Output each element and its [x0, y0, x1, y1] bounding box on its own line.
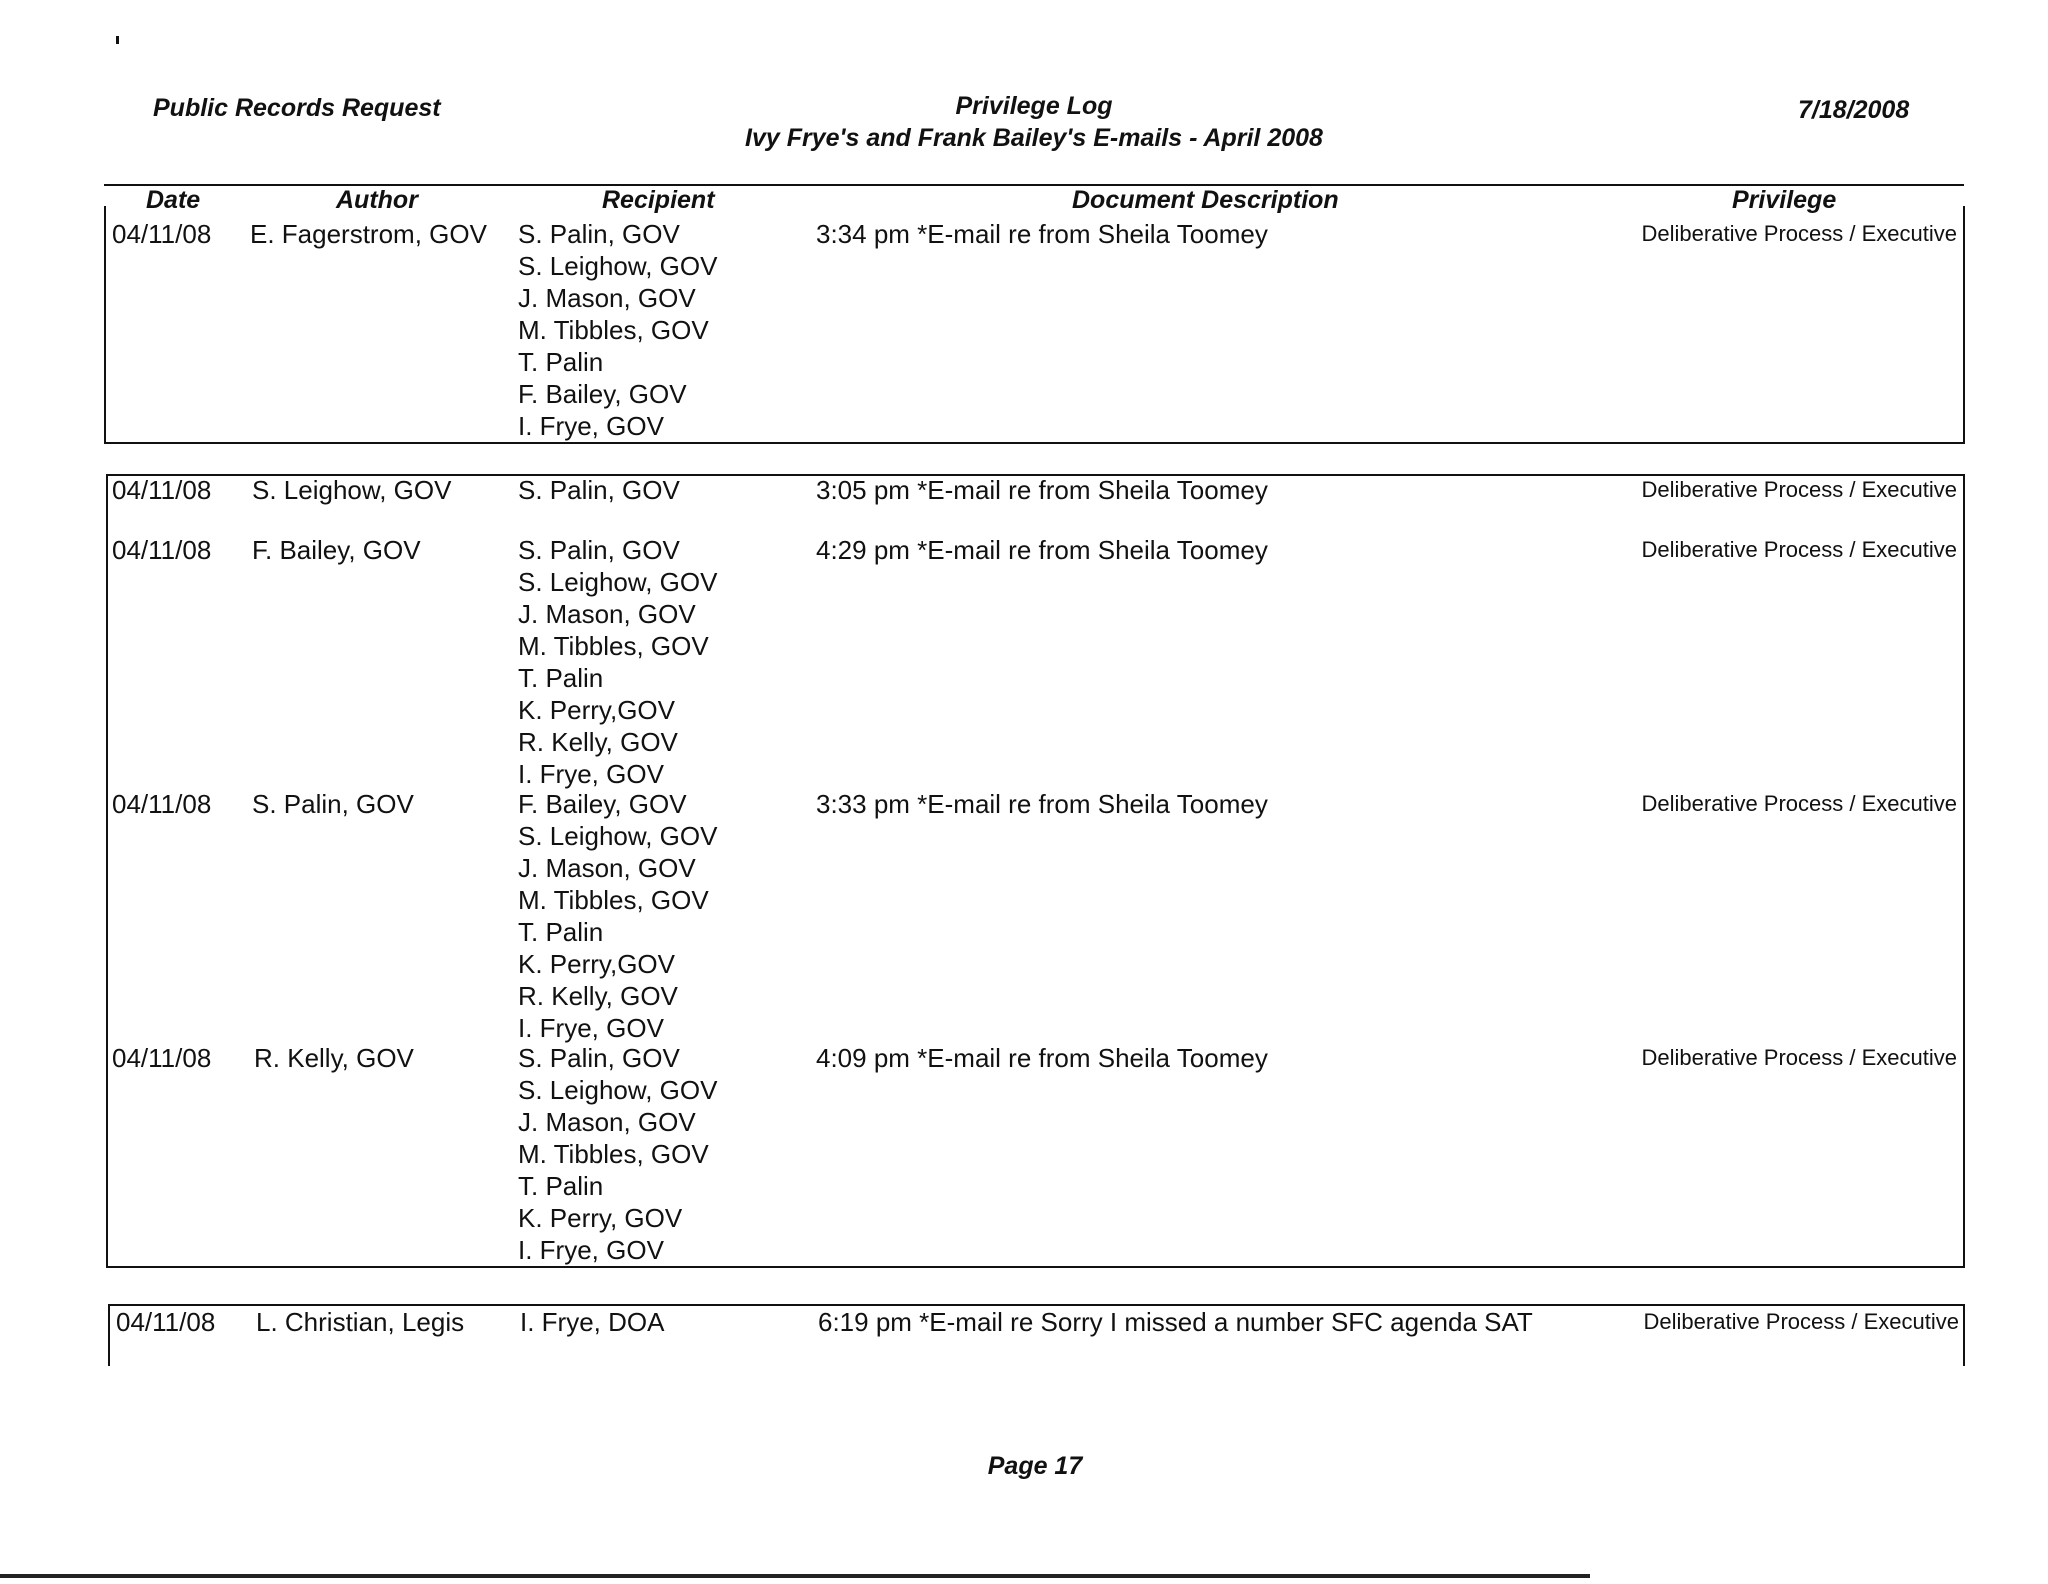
entry-privilege: Deliberative Process / Executive [1643, 1309, 1959, 1334]
recipient: S. Leighow, GOV [518, 821, 718, 851]
column-header-date: Date [146, 186, 201, 214]
recipient: F. Bailey, GOV [518, 789, 687, 819]
entry-group-box [106, 474, 1965, 1268]
entry-author: E. Fagerstrom, GOV [250, 219, 487, 249]
entry-date: 04/11/08 [112, 1043, 212, 1073]
entry-recipients [518, 218, 717, 442]
header-left-title: Public Records Request [153, 94, 441, 122]
entry-date: 04/11/08 [112, 475, 212, 505]
entry-privilege: Deliberative Process / Executive [1641, 477, 1957, 502]
column-header-recipient: Recipient [602, 186, 715, 214]
recipient: K. Perry, GOV [518, 1203, 683, 1233]
recipient: S. Palin, GOV [518, 219, 680, 249]
recipient: M. Tibbles, GOV [518, 885, 709, 915]
recipient: I. Frye, GOV [518, 1235, 664, 1265]
entry-date: 04/11/08 [112, 789, 212, 819]
entry-date: 04/11/08 [116, 1307, 216, 1337]
column-header-author: Author [336, 186, 418, 214]
entry-privilege: Deliberative Process / Executive [1641, 791, 1957, 816]
entry-description: 4:29 pm *E-mail re from Sheila Toomey [816, 535, 1268, 565]
entry-recipients [520, 1306, 664, 1338]
entry-recipients [518, 788, 717, 1044]
header-center-subtitle: Ivy Frye's and Frank Bailey's E-mails - April 2008 [745, 124, 1323, 152]
recipient: T. Palin [518, 663, 604, 693]
recipient: J. Mason, GOV [518, 283, 696, 313]
recipient: T. Palin [518, 917, 604, 947]
header-date: 7/18/2008 [1798, 96, 1910, 124]
recipient: I. Frye, GOV [518, 411, 664, 441]
recipient: J. Mason, GOV [518, 599, 696, 629]
recipient: S. Palin, GOV [518, 535, 680, 565]
recipient: M. Tibbles, GOV [518, 315, 709, 345]
entry-date: 04/11/08 [112, 219, 212, 249]
scan-mark [116, 36, 119, 44]
header-center-title: Privilege Log [955, 92, 1113, 120]
recipient: J. Mason, GOV [518, 1107, 696, 1137]
column-header-description: Document Description [1072, 186, 1339, 214]
recipient: J. Mason, GOV [518, 853, 696, 883]
entry-recipients [518, 474, 680, 506]
entry-description: 6:19 pm *E-mail re Sorry I missed a number SFC agenda SAT [818, 1307, 1533, 1337]
recipient: M. Tibbles, GOV [518, 1139, 709, 1169]
recipient: F. Bailey, GOV [518, 379, 687, 409]
recipient: S. Leighow, GOV [518, 251, 718, 281]
entry-recipients [518, 1042, 717, 1266]
recipient: I. Frye, GOV [518, 759, 664, 789]
recipient: K. Perry,GOV [518, 949, 675, 979]
entry-date: 04/11/08 [112, 535, 212, 565]
recipient: R. Kelly, GOV [518, 981, 678, 1011]
recipient: T. Palin [518, 347, 604, 377]
entry-privilege: Deliberative Process / Executive [1641, 537, 1957, 562]
entry-description: 4:09 pm *E-mail re from Sheila Toomey [816, 1043, 1268, 1073]
recipient: I. Frye, GOV [518, 1013, 664, 1043]
entry-author: S. Palin, GOV [252, 789, 414, 819]
entry-author: F. Bailey, GOV [252, 535, 421, 565]
entry-recipients [518, 534, 717, 790]
recipient: K. Perry,GOV [518, 695, 675, 725]
recipient: R. Kelly, GOV [518, 727, 678, 757]
entry-author: R. Kelly, GOV [254, 1043, 414, 1073]
recipient: S. Palin, GOV [518, 475, 680, 505]
recipient: M. Tibbles, GOV [518, 631, 709, 661]
recipient: T. Palin [518, 1171, 604, 1201]
entry-description: 3:33 pm *E-mail re from Sheila Toomey [816, 789, 1268, 819]
page-number: Page 17 [987, 1452, 1083, 1480]
recipient: S. Palin, GOV [518, 1043, 680, 1073]
entry-author: L. Christian, Legis [256, 1307, 465, 1337]
entry-privilege: Deliberative Process / Executive [1641, 1045, 1957, 1070]
column-header-privilege: Privilege [1732, 186, 1837, 214]
entry-author: S. Leighow, GOV [252, 475, 452, 505]
recipient: S. Leighow, GOV [518, 567, 718, 597]
entry-description: 3:34 pm *E-mail re from Sheila Toomey [816, 219, 1268, 249]
recipient: I. Frye, DOA [520, 1307, 665, 1337]
entry-privilege: Deliberative Process / Executive [1641, 221, 1957, 246]
recipient: S. Leighow, GOV [518, 1075, 718, 1105]
scan-edge-line [0, 1574, 1590, 1578]
entry-description: 3:05 pm *E-mail re from Sheila Toomey [816, 475, 1268, 505]
